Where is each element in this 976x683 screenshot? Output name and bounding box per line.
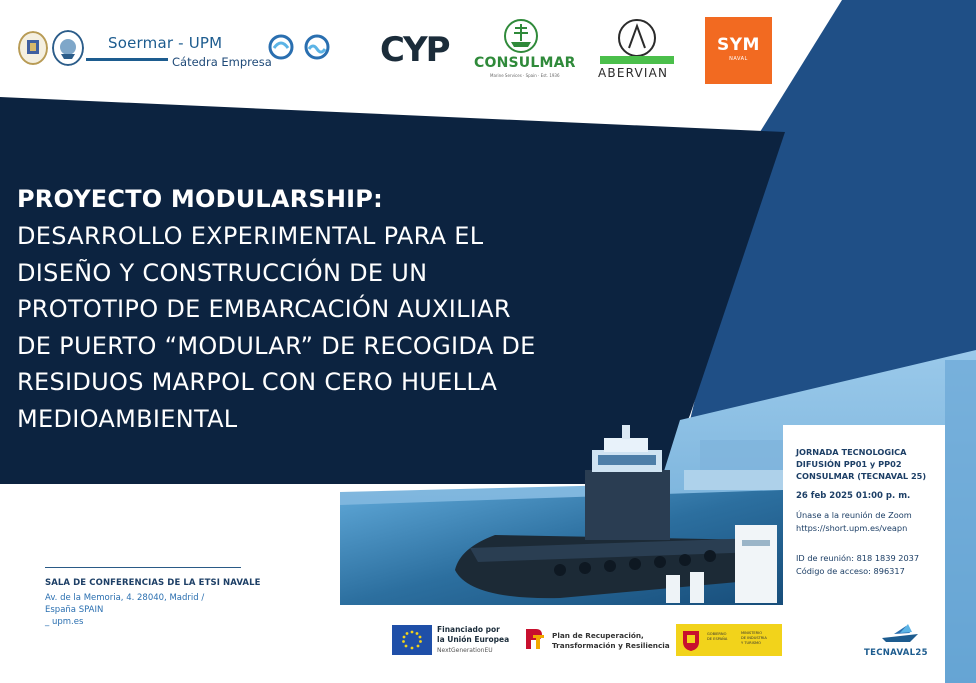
venue-website-link[interactable]: _ upm.es: [45, 617, 84, 627]
tecnaval-logo: TECNAVAL25: [864, 648, 928, 658]
eu-stars-icon: [392, 625, 432, 655]
event-heading-line: DIFUSIÓN PP01 y PP02: [796, 459, 902, 469]
eu-funding-line: Financiado por: [437, 625, 500, 634]
eu-flag-icon: [392, 625, 432, 655]
ministerio-line: Y TURISMO: [741, 641, 761, 645]
event-heading-line: JORNADA TECNOLOGICA: [796, 447, 907, 457]
sym-logo-text: SYM: [717, 35, 760, 55]
consulmar-ship-emblem-icon: [503, 18, 539, 54]
gobierno-line: DE ESPAÑA: [707, 637, 728, 641]
project-title-line: DISEÑO Y CONSTRUCCIÓN DE UN: [17, 258, 428, 287]
soermar-swirl-icon: [268, 34, 294, 60]
prtr-line: Plan de Recuperación,: [552, 631, 644, 640]
zoom-invite-text: Únase a la reunión de Zoom: [796, 510, 912, 520]
ministerio-line: DE INDUSTRIA: [741, 636, 767, 640]
sym-logo-sub: NAVAL: [729, 56, 748, 62]
zoom-link[interactable]: https://short.upm.es/veapn: [796, 523, 908, 533]
venue-divider: [45, 567, 241, 568]
project-title-line: PROTOTIPO DE EMBARCACIÓN AUXILIAR: [17, 295, 511, 324]
eu-nextgen-text: NextGenerationEU: [437, 647, 493, 654]
catedra-empresa-text: Cátedra Empresa: [168, 55, 272, 69]
project-title-heading: PROYECTO MODULARSHIP:: [17, 185, 383, 213]
event-date: 26 feb 2025 01:00 p. m.: [796, 491, 911, 501]
project-title-line: MEDIOAMBIENTAL: [17, 404, 238, 433]
prtr-logo-icon: [522, 626, 548, 652]
venue-address-line: Av. de la Memoria, 4. 28040, Madrid /: [45, 593, 205, 603]
consulmar-tagline: Marine Services · Spain · Est. 1936: [490, 73, 560, 78]
sym-naval-logo: [705, 17, 772, 84]
university-seal-icon: [18, 31, 48, 65]
ministerio-line: MINISTERIO: [741, 631, 763, 635]
abervian-emblem-icon: [617, 18, 657, 58]
soermar-upm-logo-text: Soermar - UPM: [108, 34, 223, 52]
venue-title: SALA DE CONFERENCIAS DE LA ETSI NAVALE: [45, 578, 261, 588]
project-title: [17, 180, 657, 438]
eu-funding-line: la Unión Europea: [437, 635, 510, 644]
abervian-logo: ABERVIAN: [598, 66, 669, 80]
project-title-line: DESARROLLO EXPERIMENTAL PARA EL: [17, 222, 484, 250]
prtr-line: Transformación y Resiliencia: [552, 641, 670, 650]
meeting-id: ID de reunión: 818 1839 2037: [796, 553, 920, 563]
venue-address-line: España SPAIN: [45, 605, 104, 615]
cyp-logo: CYP: [380, 30, 449, 70]
tecnaval-ship-icon: [880, 622, 920, 644]
event-heading-line: CONSULMAR (TECNAVAL 25): [796, 471, 927, 481]
spain-coat-of-arms-icon: [681, 628, 701, 652]
soermar-wave-icon: [304, 34, 330, 60]
naval-school-seal-icon: [52, 30, 84, 66]
access-code: Código de acceso: 896317: [796, 566, 905, 576]
gobierno-line: GOBIERNO: [707, 632, 727, 636]
project-title-line: RESIDUOS MARPOL CON CERO HUELLA: [17, 368, 498, 397]
abervian-green-band: [600, 56, 674, 64]
project-title-line: DE PUERTO “MODULAR” DE RECOGIDA DE: [17, 331, 536, 360]
consulmar-logo: CONSULMAR: [474, 55, 576, 71]
